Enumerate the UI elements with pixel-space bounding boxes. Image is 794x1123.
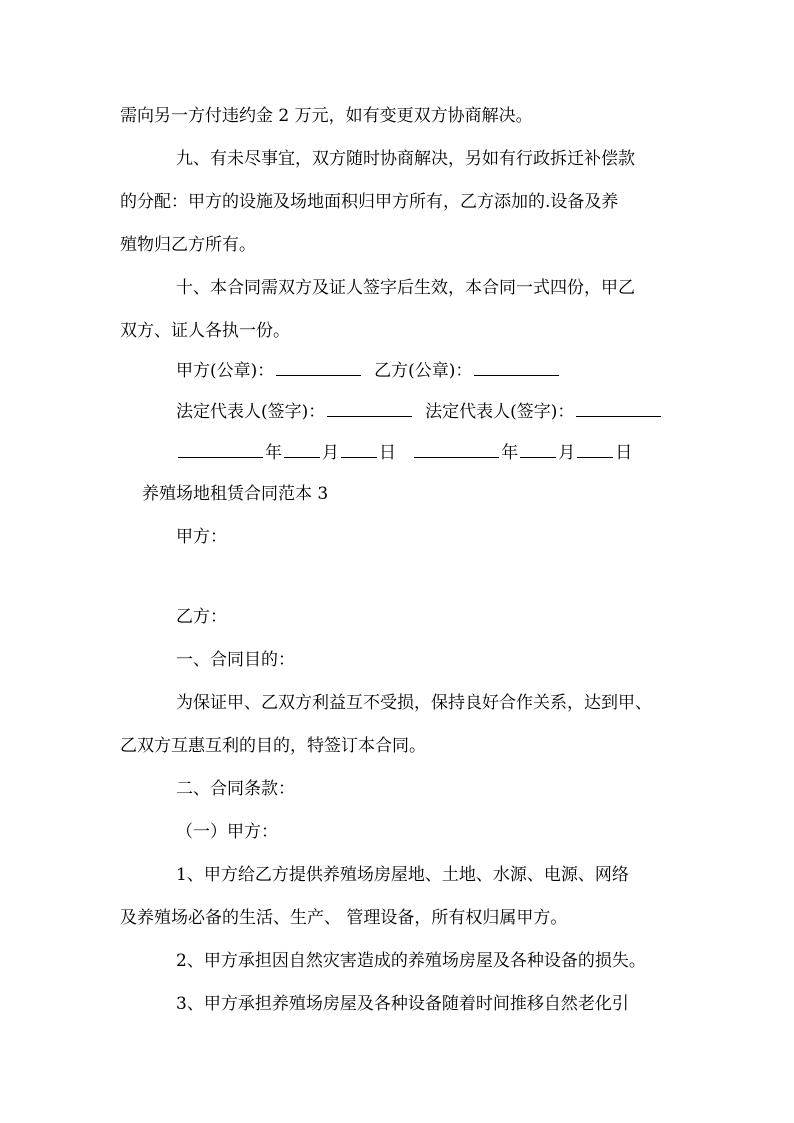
paragraph-line: 3、甲方承担养殖场房屋及各种设备随着时间推移自然老化引 <box>176 994 629 1014</box>
year-label: 年 <box>501 443 519 463</box>
day-label: 日 <box>379 443 396 463</box>
party-b-seal-label: 乙方(公章)： <box>374 361 473 381</box>
clause-subtitle: （一）甲方： <box>176 822 278 842</box>
paragraph-line: 及养殖场必备的生活、生产、 管理设备，所有权归属甲方。 <box>120 908 568 928</box>
party-a-seal-blank <box>276 357 361 376</box>
paragraph-line: 的分配：甲方的设施及场地面积归甲方所有，乙方添加的.设备及养 <box>120 192 619 212</box>
rep-a-blank <box>327 398 412 417</box>
month-label: 月 <box>558 443 576 463</box>
clause-title: 一、合同目的： <box>176 650 295 670</box>
month-label: 月 <box>322 443 339 463</box>
paragraph-line: 九、有未尽事宜，双方随时协商解决，另如有行政拆迁补偿款 <box>176 149 635 169</box>
year-blank <box>178 439 263 458</box>
clause-title: 二、合同条款： <box>176 779 295 799</box>
section-title: 养殖场地租赁合同范本 3 <box>142 484 329 504</box>
paragraph-line: 需向另一方付违约金 2 万元，如有变更双方协商解决。 <box>120 106 533 126</box>
party-a-label: 甲方： <box>176 527 227 547</box>
paragraph-line: 双方、证人各执一份。 <box>120 321 290 341</box>
paragraph-line: 殖物归乙方所有。 <box>120 235 256 255</box>
rep-b-label: 法定代表人(签字)： <box>425 402 575 422</box>
party-a-seal-label: 甲方(公章)： <box>176 361 275 381</box>
date-line <box>176 439 680 465</box>
month-blank <box>284 439 320 458</box>
paragraph-line: 1、甲方给乙方提供养殖场房屋地、土地、水源、电源、网络 <box>176 865 629 885</box>
day-blank <box>341 439 377 458</box>
party-b-seal-blank <box>474 357 559 376</box>
month-blank <box>520 439 556 458</box>
seal-line <box>176 357 680 383</box>
paragraph-line: 十、本合同需双方及证人签字后生效，本合同一式四份，甲乙 <box>176 278 635 298</box>
party-b-label: 乙方： <box>176 607 227 627</box>
paragraph-line: 2、甲方承担因自然灾害造成的养殖场房屋及各种设备的损失。 <box>176 951 646 971</box>
day-label: 日 <box>615 443 633 463</box>
day-blank <box>577 439 613 458</box>
year-label: 年 <box>265 443 282 463</box>
paragraph-line: 乙双方互惠互利的目的，特签订本合同。 <box>120 736 426 756</box>
rep-line <box>176 398 680 424</box>
rep-a-label: 法定代表人(签字)： <box>176 402 326 422</box>
year-blank <box>414 439 499 458</box>
paragraph-line: 为保证甲、乙双方利益互不受损，保持良好合作关系，达到甲、 <box>176 693 652 713</box>
rep-b-blank <box>576 398 661 417</box>
